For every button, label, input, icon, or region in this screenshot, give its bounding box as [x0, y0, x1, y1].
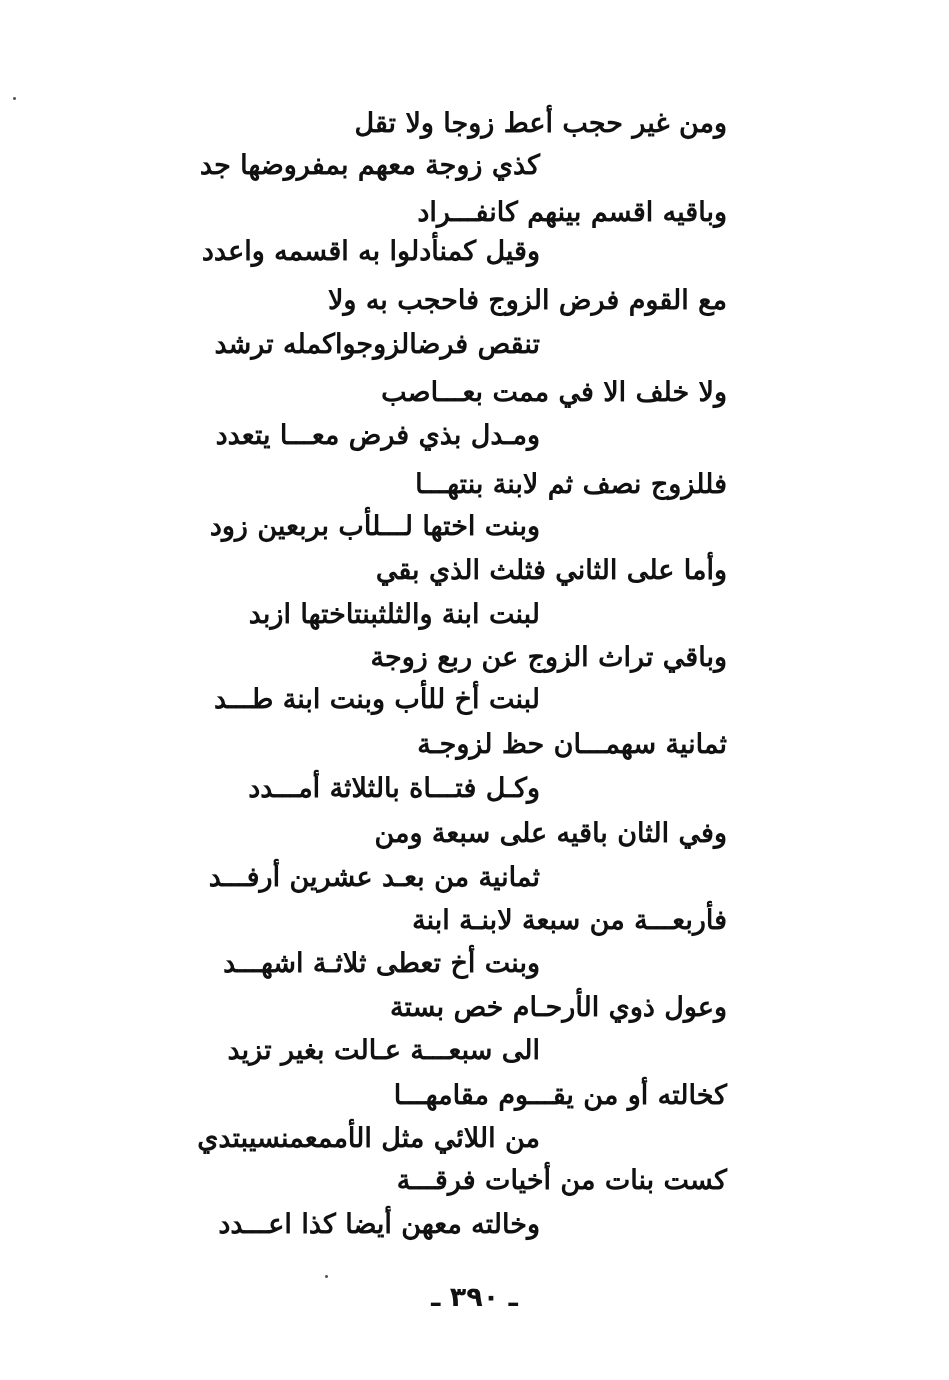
verse-line-4: وقيل كمنأدلوا به اقسمه واعدد — [201, 236, 540, 267]
verse-line-16: وكـل فتـــاة بالثلاثة أمـــدد — [248, 773, 540, 804]
verse-line-20: وبنت أخ تعطى ثلاثـة اشهـــد — [223, 948, 540, 979]
verse-line-24: من اللائي مثل الأممعمنسيبتدي — [197, 1123, 540, 1154]
verse-line-6: تنقص فرضالزوجواكمله ترشد — [214, 329, 540, 360]
verse-line-14: لبنت أخ للأب وبنت ابنة طـــد — [213, 684, 540, 715]
verse-line-26: وخالته معهن أيضا كذا اعـــدد — [218, 1209, 540, 1240]
verse-line-21: وعول ذوي الأرحـام خص بستة — [389, 992, 727, 1023]
verse-line-9: فللزوج نصف ثم لابنة بنتهـــا — [415, 469, 727, 500]
verse-line-18: ثمانية من بعـد عشرين أرفـــد — [208, 862, 540, 893]
verse-line-2: كذي زوجة معهم بمفروضها جد — [199, 150, 540, 181]
verse-line-1: ومن غير حجب أعط زوجا ولا تقل — [354, 108, 727, 139]
verse-line-22: الى سبعـــة عـالت بغير تزيد — [227, 1035, 540, 1066]
verse-line-12: لبنت ابنة والثلثبنتاختها ازبد — [248, 599, 540, 630]
scan-speck — [13, 97, 16, 100]
verse-line-3: وباقيه اقسم بينهم كانفـــراد — [417, 197, 727, 228]
verse-line-25: كست بنات من أخيات فرقـــة — [396, 1165, 727, 1196]
verse-line-7: ولا خلف الا في ممت بعـــاصب — [381, 377, 727, 408]
verse-line-5: مع القوم فرض الزوج فاحجب به ولا — [327, 285, 727, 316]
verse-line-11: وأما على الثاني فثلث الذي بقي — [375, 555, 727, 586]
verse-line-8: ومـدل بذي فرض معـــا يتعدد — [215, 420, 540, 451]
verse-line-15: ثمانية سهمـــان حظ لزوجـة — [417, 729, 727, 760]
scan-speck — [325, 1275, 328, 1278]
page-number: ـ ٣٩٠ ـ — [431, 1282, 518, 1313]
verse-line-17: وفي الثان باقيه على سبعة ومن — [374, 818, 727, 849]
verse-line-10: وبنت اختها لـــلأب بربعين زود — [209, 511, 540, 542]
verse-line-13: وباقي تراث الزوج عن ربع زوجة — [370, 642, 727, 673]
verse-line-23: كخالته أو من يقـــوم مقامهـــا — [393, 1080, 727, 1111]
verse-line-19: فأربعـــة من سبعة لابنـة ابنة — [412, 905, 727, 936]
